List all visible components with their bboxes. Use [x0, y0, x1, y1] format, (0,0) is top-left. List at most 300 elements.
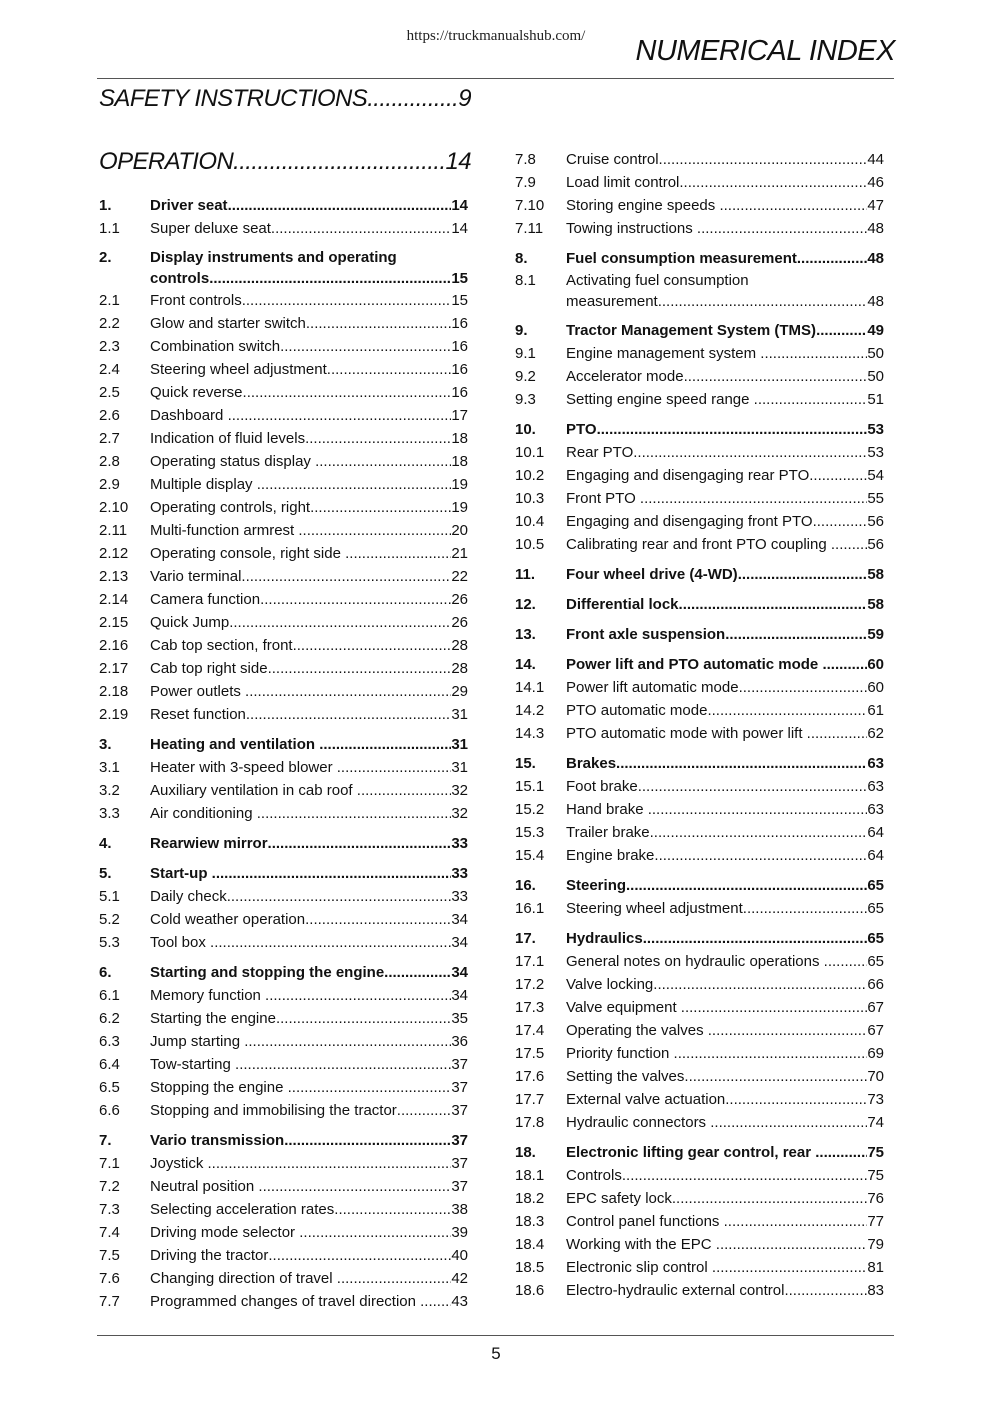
toc-entry-leader: [150, 1076, 451, 1099]
toc-entry-title: Engaging and disengaging rear PTO: [566, 467, 810, 484]
dot-leader: [684, 365, 868, 388]
dot-leader: [244, 1030, 451, 1053]
toc-entry: [515, 699, 884, 722]
toc-entry-page: 28: [451, 637, 468, 654]
toc-entry-title: Engine brake: [566, 847, 655, 864]
footer-rule: [97, 1335, 894, 1336]
toc-entry-number: 10.5: [515, 536, 545, 553]
dot-leader: [305, 427, 451, 450]
toc-entry-title: Calibrating rear and front PTO coupling: [566, 536, 831, 553]
toc-entry-page: 73: [867, 1091, 884, 1108]
toc-entry: [515, 593, 884, 616]
toc-entry-page: 16: [451, 315, 468, 332]
toc-entry-leader: [566, 194, 867, 217]
toc-entry-number: 2.19: [99, 706, 129, 723]
toc-entry-page: 63: [867, 755, 884, 772]
toc-entry-number: 3.1: [99, 759, 120, 776]
dot-leader: [260, 588, 451, 611]
toc-entry-number: 16.: [515, 877, 536, 894]
toc-entry-number: 5.3: [99, 934, 120, 951]
toc-entry-title: Setting the valves: [566, 1068, 685, 1085]
dot-leader: [708, 1019, 868, 1042]
toc-entry: [515, 752, 884, 775]
toc-entry-page: 17: [451, 407, 468, 424]
dot-leader: [760, 342, 867, 365]
toc-entry: [99, 1007, 468, 1030]
toc-entry: [99, 427, 468, 450]
toc-entry-leader: [566, 676, 867, 699]
dot-leader: [684, 1065, 867, 1088]
toc-entry-leader: [566, 1164, 867, 1187]
dot-leader: [672, 1187, 867, 1210]
dot-leader: [337, 756, 452, 779]
toc-entry-number: 2.18: [99, 683, 129, 700]
toc-entry-page: 16: [451, 361, 468, 378]
toc-entry-number: 2.5: [99, 384, 120, 401]
toc-entry-number: 2.10: [99, 499, 129, 516]
toc-entry-number: 2.16: [99, 637, 129, 654]
toc-entry-leader: [150, 427, 451, 450]
dot-leader: [327, 358, 452, 381]
toc-entry-title: Power outlets: [150, 683, 246, 700]
toc-entry-page: 37: [451, 1178, 468, 1195]
toc-entry-leader: [566, 950, 867, 973]
toc-entry-page: 21: [451, 545, 468, 562]
dot-leader: [268, 832, 452, 855]
toc-entry: [99, 335, 468, 358]
safety-instructions-heading: [99, 85, 471, 113]
toc-entry: [515, 388, 884, 411]
toc-entry-page: 58: [867, 596, 884, 613]
toc-entry-number: 10.3: [515, 490, 545, 507]
toc-entry-leader: [566, 874, 867, 897]
toc-entry-number: 2.: [99, 249, 112, 266]
toc-entry-number: 2.8: [99, 453, 120, 470]
dot-leader: [816, 319, 867, 342]
toc-entry: [515, 676, 884, 699]
toc-entry: [515, 973, 884, 996]
toc-entry-title: Control panel functions: [566, 1213, 724, 1230]
toc-entry-leader: [150, 703, 451, 726]
toc-entry: [99, 634, 468, 657]
toc-entry-title-cont: controls: [150, 270, 210, 287]
toc-entry-number: 2.7: [99, 430, 120, 447]
toc-entry-number: 8.1: [515, 272, 536, 289]
dot-leader: [716, 1233, 868, 1256]
toc-entry-page: 32: [451, 782, 468, 799]
toc-entry-page: 26: [451, 591, 468, 608]
toc-entry-page: 65: [867, 930, 884, 947]
header-rule: [97, 78, 894, 79]
toc-entry-leader: [566, 217, 867, 240]
toc-entry-number: 17.1: [515, 953, 545, 970]
toc-entry-leader: [566, 1256, 867, 1279]
dot-leader: [616, 752, 867, 775]
toc-entry-number: 10.: [515, 421, 536, 438]
toc-entry: [515, 319, 884, 342]
toc-entry-number: 13.: [515, 626, 536, 643]
toc-entry-page: 20: [451, 522, 468, 539]
toc-entry-leader: [566, 533, 867, 556]
toc-entry-title: Cab top section, front: [150, 637, 293, 654]
dot-leader: [754, 388, 868, 411]
toc-entry-leader: [566, 1279, 867, 1302]
toc-entry-title: Stopping and immobilising the tractor: [150, 1102, 397, 1119]
dot-leader: [710, 1111, 867, 1134]
toc-entry-number: 17.: [515, 930, 536, 947]
toc-entry-number: 2.4: [99, 361, 120, 378]
toc-entry-number: 2.17: [99, 660, 129, 677]
toc-entry-page: 40: [451, 1247, 468, 1264]
toc-entry-leader: [150, 1152, 451, 1175]
toc-entry-page: 56: [867, 513, 884, 530]
toc-entry-number: 18.2: [515, 1190, 545, 1207]
toc-entry-page: 51: [867, 391, 884, 408]
dot-leader: [654, 844, 867, 867]
toc-entry-title: Jump starting: [150, 1033, 245, 1050]
dot-leader: [306, 312, 451, 335]
toc-entry: [99, 247, 468, 289]
toc-entry-leader: [566, 1111, 867, 1134]
toc-entry: [99, 473, 468, 496]
toc-entry-title: Changing direction of travel: [150, 1270, 337, 1287]
toc-entry-leader: [566, 973, 867, 996]
toc-entry-leader: [150, 611, 451, 634]
toc-entry-number: 12.: [515, 596, 536, 613]
toc-entry-leader: [150, 634, 451, 657]
toc-entry-title: Operating controls, right: [150, 499, 311, 516]
toc-entry-title: Indication of fluid levels: [150, 430, 306, 447]
dot-leader: [208, 1152, 452, 1175]
toc-entry-number: 17.2: [515, 976, 545, 993]
toc-entry-page: 60: [867, 679, 884, 696]
toc-entry-leader: [150, 565, 451, 588]
toc-entry: [99, 312, 468, 335]
dot-leader: [648, 798, 868, 821]
toc-entry: [515, 1233, 884, 1256]
toc-entry: [99, 1267, 468, 1290]
dot-leader: [420, 1290, 451, 1313]
toc-entry-line: [515, 291, 884, 312]
toc-entry-page: 55: [867, 490, 884, 507]
toc-entry-number: 1.1: [99, 220, 120, 237]
toc-entry-leader: [566, 1065, 867, 1088]
toc-entry-page: 16: [451, 338, 468, 355]
toc-entry: [99, 611, 468, 634]
toc-entry-leader: [150, 542, 451, 565]
toc-entry-title: Electronic lifting gear control, rear: [566, 1144, 816, 1161]
toc-entry-title: PTO automatic mode: [566, 702, 708, 719]
toc-entry-number: 15.3: [515, 824, 545, 841]
toc-entry-leader: [566, 653, 867, 676]
toc-entry-page: 46: [867, 174, 884, 191]
toc-entry-leader: [150, 1129, 451, 1152]
toc-entry-page: 54: [867, 467, 884, 484]
toc-entry-number: 7.3: [99, 1201, 120, 1218]
toc-entry-number: 1.: [99, 197, 112, 214]
dot-leader: [293, 634, 452, 657]
toc-entry-number: 15.1: [515, 778, 545, 795]
toc-entry-number: 9.: [515, 322, 528, 339]
toc-entry-leader: [566, 1042, 867, 1065]
dot-leader: [633, 441, 867, 464]
toc-entry-number: 9.2: [515, 368, 536, 385]
toc-entry-number: 9.1: [515, 345, 536, 362]
toc-entry: [515, 1256, 884, 1279]
toc-entry: [515, 194, 884, 217]
toc-entry-page: 62: [867, 725, 884, 742]
toc-entry-number: 14.2: [515, 702, 545, 719]
toc-entry-title: Start-up: [150, 865, 212, 882]
toc-entry-page: 60: [867, 656, 884, 673]
dot-leader: [397, 1099, 452, 1122]
toc-entry-page: 14: [451, 197, 468, 214]
toc-entry-leader: [150, 779, 451, 802]
toc-entry-page: 19: [451, 499, 468, 516]
toc-entry-number: 15.4: [515, 847, 545, 864]
toc-entry-title: Brakes: [566, 755, 617, 772]
toc-entry: [99, 802, 468, 825]
toc-entry-title: Neutral position: [150, 1178, 259, 1195]
dot-leader: [659, 148, 868, 171]
dot-leader: [246, 703, 451, 726]
toc-entry-title: Driving mode selector: [150, 1224, 300, 1241]
toc-entry-page: 58: [867, 566, 884, 583]
toc-entry-title: Camera function: [150, 591, 261, 608]
toc-entry-page: 35: [451, 1010, 468, 1027]
toc-entry: [99, 779, 468, 802]
toc-entry-page: 33: [451, 865, 468, 882]
toc-entry: [515, 1141, 884, 1164]
toc-entry-page: 18: [451, 453, 468, 470]
toc-entry: [99, 703, 468, 726]
toc-entry-leader: [150, 802, 451, 825]
toc-entry-leader: [150, 588, 451, 611]
toc-entry-page: 19: [451, 476, 468, 493]
toc-entry-title: Heater with 3-speed blower: [150, 759, 337, 776]
toc-entry-number: 17.4: [515, 1022, 545, 1039]
toc-entry-number: 17.7: [515, 1091, 545, 1108]
toc-entry: [515, 510, 884, 533]
toc-entry-page: 59: [867, 626, 884, 643]
toc-entry-leader: [566, 388, 867, 411]
toc-entry-number: 9.3: [515, 391, 536, 408]
toc-entry-number: 18.5: [515, 1259, 545, 1276]
toc-entry-title: Cold weather operation: [150, 911, 306, 928]
toc-entry: [99, 404, 468, 427]
toc-entry: [99, 565, 468, 588]
toc-entry-page: 34: [451, 987, 468, 1004]
toc-entry-leader: [150, 931, 451, 954]
toc-entry: [515, 996, 884, 1019]
toc-entry: [515, 148, 884, 171]
toc-entry-title: Starting and stopping the engine: [150, 964, 385, 981]
toc-entry: [99, 1244, 468, 1267]
toc-entry: [515, 927, 884, 950]
toc-entry-page: 53: [867, 421, 884, 438]
operation-page: 14: [445, 148, 471, 175]
toc-entry-leader: [150, 194, 451, 217]
toc-entry-number: 6.1: [99, 987, 120, 1004]
toc-entry-title: Multiple display: [150, 476, 257, 493]
toc-entry-number: 7.7: [99, 1293, 120, 1310]
toc-entry-number: 2.11: [99, 522, 128, 539]
toc-entry: [99, 519, 468, 542]
toc-entry-leader: [566, 775, 867, 798]
toc-entry-page: 64: [867, 824, 884, 841]
toc-entry: [515, 1088, 884, 1111]
toc-entry-leader: [566, 844, 867, 867]
toc-entry-title: Storing engine speeds: [566, 197, 720, 214]
toc-entry-page: 63: [867, 778, 884, 795]
toc-entry: [99, 1076, 468, 1099]
toc-entry-number: 2.12: [99, 545, 129, 562]
toc-entry-page: 47: [867, 197, 884, 214]
toc-entry-leader: [150, 289, 451, 312]
dot-leader: [725, 623, 867, 646]
toc-entry: [99, 1129, 468, 1152]
toc-entry: [99, 908, 468, 931]
toc-entry-leader: [150, 1244, 451, 1267]
toc-entry-number: 3.2: [99, 782, 120, 799]
toc-entry-page: 36: [451, 1033, 468, 1050]
toc-entry: [99, 862, 468, 885]
toc-entry-title: Rear PTO: [566, 444, 634, 461]
toc-entry-title: Dashboard: [150, 407, 228, 424]
dot-leader: [743, 897, 868, 920]
toc-entry-title: Glow and starter switch: [150, 315, 306, 332]
toc-entry-page: 81: [867, 1259, 884, 1276]
dot-leader: [288, 1076, 452, 1099]
safety-page: 9: [458, 85, 471, 112]
dot-leader: [712, 1256, 867, 1279]
dot-leader: [315, 450, 451, 473]
toc-entry-title: PTO: [566, 421, 597, 438]
toc-entry-page: 29: [451, 683, 468, 700]
dot-leader: [310, 496, 451, 519]
toc-entry-number: 7.8: [515, 151, 536, 168]
toc-entry-leader: [566, 752, 867, 775]
toc-entry-number: 4.: [99, 835, 112, 852]
toc-entry-title: Air conditioning: [150, 805, 257, 822]
toc-entry-number: 11.: [515, 566, 536, 583]
toc-entry-number: 2.9: [99, 476, 120, 493]
dot-leader: [640, 487, 867, 510]
dot-leader: [265, 984, 451, 1007]
toc-entry-title: Tow-starting: [150, 1056, 236, 1073]
toc-entry-title: Front controls: [150, 292, 242, 309]
toc-entry-title: Foot brake: [566, 778, 638, 795]
dot-leader: [257, 473, 452, 496]
toc-entry-title: Differential lock: [566, 596, 679, 613]
dot-leader: [284, 1129, 451, 1152]
toc-entry-number: 8.: [515, 250, 528, 267]
toc-entry-title: Selecting acceleration rates: [150, 1201, 335, 1218]
toc-entry-title: Hand brake: [566, 801, 648, 818]
toc-entry-number: 5.2: [99, 911, 120, 928]
toc-entry-page: 34: [451, 934, 468, 951]
toc-entry-number: 17.3: [515, 999, 545, 1016]
toc-entry-number: 7.: [99, 1132, 112, 1149]
dot-leader: [697, 217, 867, 240]
dot-leader: [707, 699, 867, 722]
toc-entry-number: 2.6: [99, 407, 120, 424]
toc-entry-page: 26: [451, 614, 468, 631]
toc-entry-title: Front axle suspension: [566, 626, 726, 643]
toc-entry-title: Valve locking: [566, 976, 654, 993]
toc-entry-page: 79: [867, 1236, 884, 1253]
toc-entry: [99, 588, 468, 611]
toc-entry-page: 43: [451, 1293, 468, 1310]
toc-entry-page: 37: [451, 1079, 468, 1096]
toc-entry-title: Front PTO: [566, 490, 640, 507]
toc-entry: [99, 756, 468, 779]
toc-entry-title: Trailer brake: [566, 824, 650, 841]
toc-entry-leader: [566, 365, 867, 388]
toc-entry-title: Vario terminal: [150, 568, 242, 585]
toc-entry-leader: [150, 1053, 451, 1076]
toc-entry: [515, 897, 884, 920]
toc-entry-number: 18.3: [515, 1213, 545, 1230]
toc-entry-title: Vario transmission: [150, 1132, 285, 1149]
toc-entry-page: 18: [451, 430, 468, 447]
dot-leader: [658, 291, 868, 312]
toc-entry-number: 17.6: [515, 1068, 545, 1085]
toc-entry-title: Reset function: [150, 706, 246, 723]
dot-leader: [626, 874, 867, 897]
toc-entry-leader: [150, 862, 451, 885]
toc-entry-page: 76: [867, 1190, 884, 1207]
toc-entry-page: 75: [867, 1144, 884, 1161]
toc-entry-leader: [150, 217, 451, 240]
toc-entry-title: Memory function: [150, 987, 266, 1004]
toc-entry-leader: [150, 335, 451, 358]
toc-entry: [515, 563, 884, 586]
toc-entry-page: 61: [867, 702, 884, 719]
toc-entry-leader: [150, 1007, 451, 1030]
dot-leader: [305, 908, 451, 931]
toc-entry-leader: [566, 510, 867, 533]
toc-entry-line: [99, 268, 468, 289]
toc-entry-number: 18.: [515, 1144, 536, 1161]
dot-leader: [337, 1267, 452, 1290]
dot-leader: [638, 775, 868, 798]
toc-entry-leader: [150, 832, 451, 855]
toc-entry-leader: [566, 798, 867, 821]
toc-entry-title: Setting engine speed range: [566, 391, 754, 408]
toc-entry-title: Cruise control: [566, 151, 659, 168]
toc-entry-number: 14.3: [515, 725, 545, 742]
toc-entry-title: Tool box: [150, 934, 211, 951]
dot-leader: [357, 779, 452, 802]
toc-entry-page: 67: [867, 1022, 884, 1039]
toc-entry-page: 65: [867, 877, 884, 894]
toc-entry-leader: [566, 699, 867, 722]
dot-leader: [643, 927, 868, 950]
toc-entry: [99, 450, 468, 473]
toc-entry: [99, 381, 468, 404]
toc-entry-title: Engine management system: [566, 345, 761, 362]
toc-entry-number: 7.1: [99, 1155, 120, 1172]
toc-entry-number: 3.: [99, 736, 112, 753]
toc-entry-page: 63: [867, 801, 884, 818]
toc-entry-number: 2.2: [99, 315, 120, 332]
toc-entry-title: Hydraulics: [566, 930, 643, 947]
toc-entry-title: Combination switch: [150, 338, 281, 355]
toc-entry-page: 64: [867, 847, 884, 864]
toc-entry-number: 18.1: [515, 1167, 545, 1184]
toc-entry-leader: [150, 733, 451, 756]
